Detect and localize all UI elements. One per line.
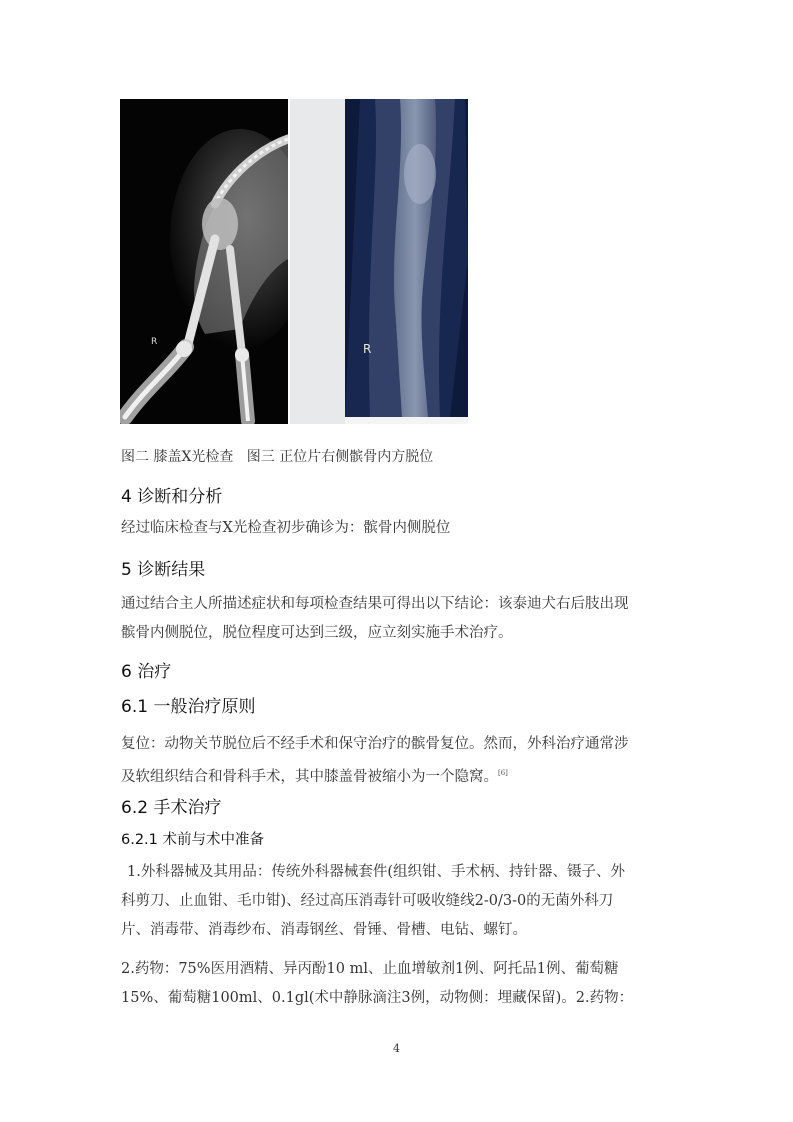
- xray-image-frontal: [290, 99, 468, 424]
- text-line: [121, 759, 677, 792]
- text-line: 2.药物：75%医用酒精、异丙酚10 ml、止血增敏剂1例、阿托品1例、葡萄糖: [121, 961, 619, 977]
- text-line: 1.外科器械及其用品：传统外科器械套件(组织钳、手术柄、持针器、镊子、外: [127, 864, 625, 880]
- text-line: 经过临床检查与X光检查初步确诊为：髌骨内侧脱位: [121, 520, 451, 536]
- paragraph-instruments: [121, 858, 677, 945]
- section-heading-6-1: 6.1 一般治疗原则: [121, 697, 256, 717]
- text-line: 复位：动物关节脱位后不经手术和保守治疗的髌骨复位。然而，外科治疗通常涉: [121, 736, 629, 752]
- xray-right-marker: R: [151, 337, 158, 347]
- figure-caption: 图二 膝盖X光检查 图三 正位片右侧髌骨内方脱位: [121, 449, 434, 465]
- text-line: 15%、葡萄糖100ml、0.1gl(术中静脉滴注3例，动物侧：埋藏保留)。2.药物：: [121, 990, 634, 1006]
- paragraph-principle: [121, 730, 677, 792]
- paragraph-diagnosis: [121, 514, 677, 543]
- section-heading-5: 5 诊断结果: [121, 560, 206, 580]
- citation-ref: [6]: [498, 769, 508, 777]
- text-line: 通过结合主人所描述症状和每项检查结果可得出以下结论：该泰迪犬右后肢出现: [121, 596, 629, 612]
- text-line: 科剪刀、止血钳、毛巾钳)、经过高压消毒针可吸收缝线2-0/3-0的无菌外科刀: [121, 893, 614, 909]
- section-heading-6: 6 治疗: [121, 662, 172, 682]
- xray-right-marker: R: [363, 342, 372, 356]
- paragraph-result: [121, 590, 677, 648]
- text-line-part: 及软组织结合和骨科手术，其中膝盖骨被缩小为一个隐窝。: [121, 768, 498, 785]
- paragraph-drugs: [121, 955, 677, 1013]
- page-number: 4: [393, 1042, 400, 1055]
- text-line: 片、消毒带、消毒纱布、消毒钢丝、骨锤、骨槽、电钻、螺钉。: [121, 922, 527, 938]
- section-heading-4: 4 诊断和分析: [121, 487, 223, 507]
- text-line: 髌骨内侧脱位，脱位程度可达到三级，应立刻实施手术治疗。: [121, 625, 513, 641]
- section-heading-6-2-1: 6.2.1 术前与术中准备: [121, 832, 265, 848]
- section-heading-6-2: 6.2 手术治疗: [121, 798, 222, 818]
- xray-image-lateral: [120, 99, 288, 424]
